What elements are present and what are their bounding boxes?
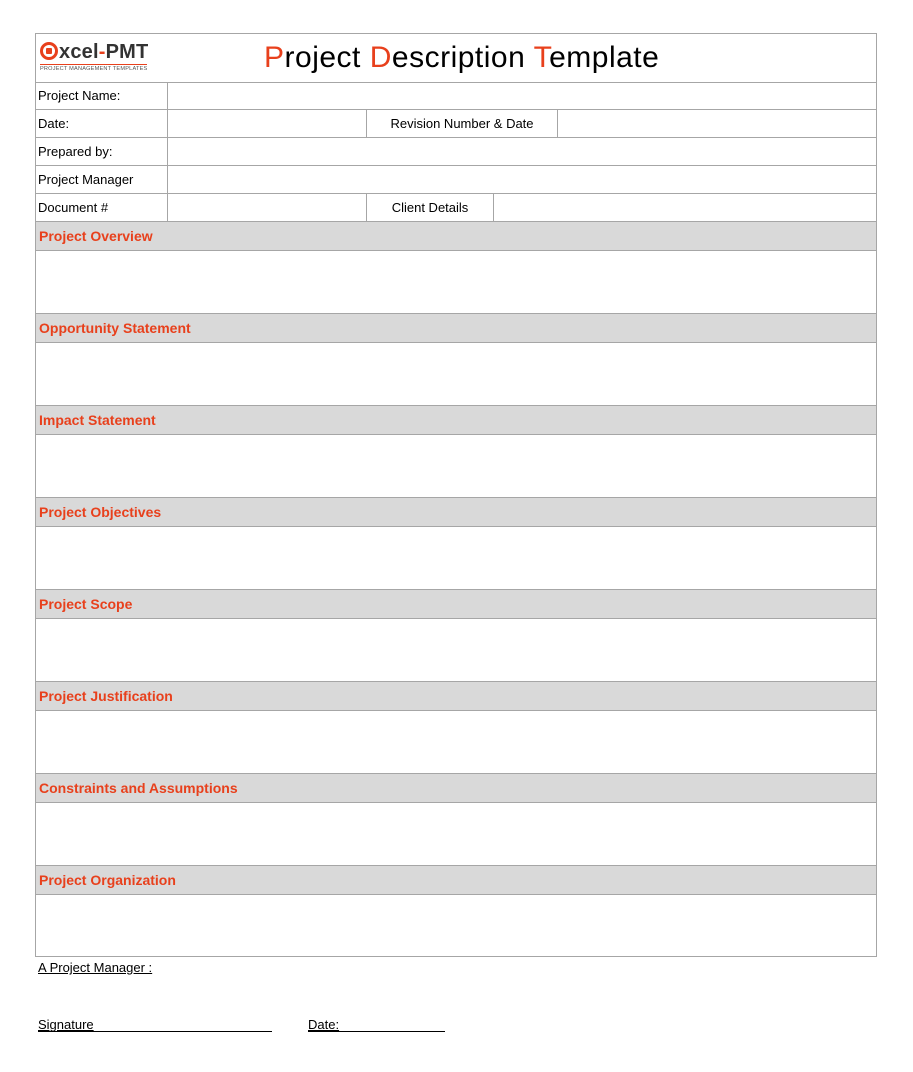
row-project-name [36,82,876,110]
title-row [36,34,876,83]
date-field[interactable] [168,110,367,137]
document-number-label: Document # [36,194,168,221]
prepared-by-label: Prepared by: [36,138,168,165]
date-label: Date: [36,110,168,137]
signature-line[interactable] [38,1031,272,1032]
logo-e-icon [40,42,58,60]
client-details-label: Client Details [367,194,494,221]
section-body-project-objectives[interactable] [36,527,876,589]
section-header-project-overview: Project Overview [36,221,876,251]
logo-subtitle: PROJECT MANAGEMENT TEMPLATES [40,66,148,72]
section-header-project-scope: Project Scope [36,589,876,619]
excel-pmt-logo [40,40,170,74]
section-body-impact-statement[interactable] [36,435,876,497]
revision-field[interactable] [558,110,876,137]
project-manager-label: Project Manager [36,166,168,193]
logo-text: xcel [59,41,99,63]
section-body-constraints-assumptions[interactable] [36,803,876,865]
document-number-field[interactable] [168,194,367,221]
section-body-project-justification[interactable] [36,711,876,773]
section-header-constraints-assumptions: Constraints and Assumptions [36,773,876,803]
section-body-project-organization[interactable] [36,895,876,957]
row-document [36,194,876,222]
section-header-project-justification: Project Justification [36,681,876,711]
project-name-label: Project Name: [36,82,168,109]
section-body-opportunity-statement[interactable] [36,343,876,405]
project-description-form [35,33,877,957]
row-date [36,110,876,138]
logo-pmt: PMT [105,41,149,63]
client-details-field[interactable] [494,194,876,221]
row-prepared-by [36,138,876,166]
page-title: Project Description Template [264,41,660,74]
project-name-field[interactable] [168,82,876,109]
row-project-manager [36,166,876,194]
project-manager-field[interactable] [168,166,876,193]
section-header-project-organization: Project Organization [36,865,876,895]
date-signature-label: Date: [308,1017,340,1032]
prepared-by-field[interactable] [168,138,876,165]
section-body-project-overview[interactable] [36,251,876,313]
section-header-opportunity-statement: Opportunity Statement [36,313,876,343]
revision-label: Revision Number & Date [367,110,558,137]
date-signature-line[interactable] [308,1031,445,1032]
section-header-impact-statement: Impact Statement [36,405,876,435]
section-body-project-scope[interactable] [36,619,876,681]
logo-dash: - [98,41,106,63]
signature-label: Signature [38,1017,94,1032]
section-header-project-objectives: Project Objectives [36,497,876,527]
approver-label: A Project Manager : [38,960,153,975]
